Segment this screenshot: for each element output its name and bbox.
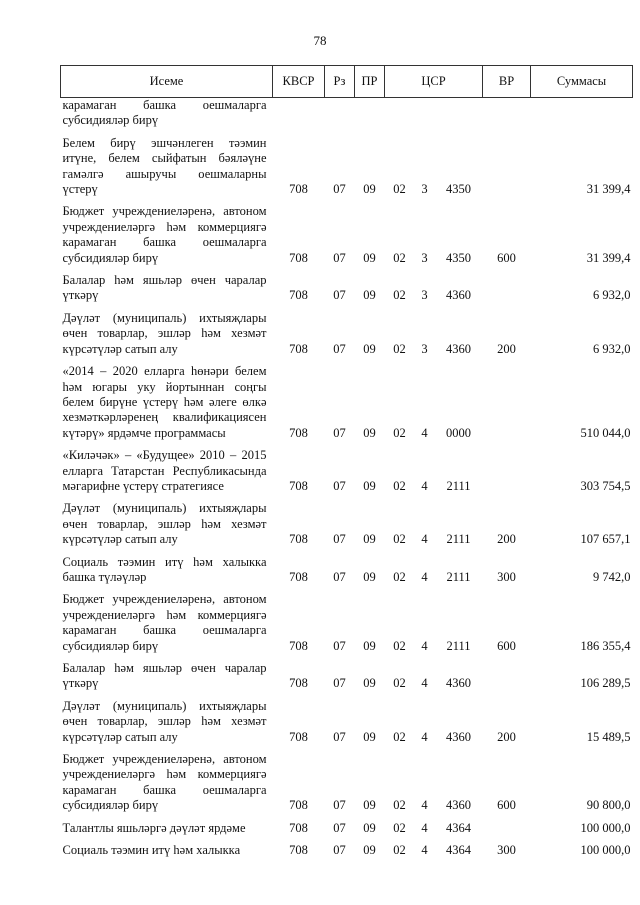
- row-name: Бюджет учреждениеләренә, автоном учреждениеләргә һәм коммерциягә карамаган башка оешмаларга субсидияләр бирү: [62, 592, 267, 653]
- row-spacer: [61, 197, 633, 204]
- row-pr: 09: [363, 798, 376, 813]
- header-sum: Суммасы: [531, 66, 633, 98]
- table-row: [61, 136, 633, 198]
- row-sum: 6 932,0: [593, 288, 631, 303]
- row-csr1: 02: [393, 820, 406, 835]
- row-csr1: 02: [393, 569, 406, 584]
- row-kvsr: 708: [289, 676, 308, 691]
- row-csr1: 02: [393, 341, 406, 356]
- row-csr1: 02: [393, 798, 406, 813]
- row-csr3: 4360: [446, 729, 471, 744]
- row-rz: 07: [333, 425, 346, 440]
- row-csr1: 02: [393, 288, 406, 303]
- row-kvsr: 708: [289, 532, 308, 547]
- row-name: Социаль тәэмин итү һәм халыкка: [62, 843, 241, 858]
- table-row: [61, 661, 633, 692]
- row-csr1: 02: [393, 729, 406, 744]
- row-csr2: 4: [421, 478, 428, 493]
- row-csr2: 4: [421, 798, 428, 813]
- row-vr: 200: [497, 341, 516, 356]
- row-csr1: 02: [393, 676, 406, 691]
- row-rz: 07: [333, 341, 346, 356]
- row-spacer: [61, 548, 633, 555]
- table-row: [61, 555, 633, 586]
- row-rz: 07: [333, 250, 346, 265]
- row-sum: 107 657,1: [580, 532, 631, 547]
- row-pr: 09: [363, 341, 376, 356]
- row-sum: 90 800,0: [586, 798, 631, 813]
- row-pr: 09: [363, 425, 376, 440]
- row-csr1: 02: [393, 425, 406, 440]
- row-kvsr: 708: [289, 182, 308, 197]
- row-csr3: 4350: [446, 182, 471, 197]
- row-rz: 07: [333, 532, 346, 547]
- row-vr: 200: [497, 532, 516, 547]
- row-spacer: [61, 304, 633, 311]
- page-number: 78: [313, 33, 327, 48]
- row-csr2: 4: [421, 425, 428, 440]
- row-name: Дәүләт (муниципаль) ихтыяҗлары өчен товарлар, эшләр һәм хезмәт күрсәтүләр сатып алу: [62, 501, 267, 547]
- row-csr1: 02: [393, 182, 406, 197]
- row-sum: 510 044,0: [580, 425, 631, 440]
- row-vr: [483, 364, 531, 441]
- row-spacer: [61, 692, 633, 699]
- row-csr2: 4: [421, 729, 428, 744]
- row-rz: 07: [333, 638, 346, 653]
- row-rz: 07: [333, 182, 346, 197]
- row-vr: [483, 273, 531, 304]
- row-csr2: 4: [421, 638, 428, 653]
- row-pr: 09: [363, 729, 376, 744]
- row-sum: [531, 98, 633, 129]
- row-pr: 09: [363, 288, 376, 303]
- row-sum: 31 399,4: [586, 250, 631, 265]
- row-csr1: 02: [393, 478, 406, 493]
- row-csr3: 4360: [446, 676, 471, 691]
- row-vr: 200: [497, 729, 516, 744]
- header-name: Исеме: [61, 66, 273, 98]
- row-sum: 100 000,0: [580, 820, 631, 835]
- row-kvsr: 708: [289, 425, 308, 440]
- row-spacer: [61, 745, 633, 752]
- row-csr1: [385, 98, 415, 129]
- row-spacer: [61, 266, 633, 273]
- header-csr: ЦСР: [385, 66, 483, 98]
- row-name: Балалар һәм яшьләр өчен чаралар үткәрү: [62, 661, 267, 691]
- row-csr3: [435, 98, 483, 129]
- row-vr: 600: [497, 798, 516, 813]
- table-row: [61, 448, 633, 494]
- row-kvsr: 708: [289, 569, 308, 584]
- row-pr: 09: [363, 569, 376, 584]
- table-row: [61, 364, 633, 441]
- row-csr3: 4364: [446, 820, 471, 835]
- row-csr2: 3: [421, 288, 428, 303]
- header-rz: Рз: [325, 66, 355, 98]
- table-row: [61, 592, 633, 654]
- row-kvsr: 708: [289, 250, 308, 265]
- row-rz: 07: [333, 843, 346, 858]
- row-csr3: 2111: [446, 569, 471, 584]
- table-header: [61, 66, 633, 98]
- row-name: Дәүләт (муниципаль) ихтыяҗлары өчен товарлар, эшләр һәм хезмәт күрсәтүләр сатып алу: [62, 698, 267, 744]
- row-spacer: [61, 585, 633, 592]
- row-sum: 106 289,5: [580, 676, 631, 691]
- row-csr3: 4350: [446, 250, 471, 265]
- row-csr1: 02: [393, 250, 406, 265]
- row-rz: 07: [333, 729, 346, 744]
- table-row: [61, 273, 633, 304]
- row-sum: 186 355,4: [580, 638, 631, 653]
- budget-table: [60, 65, 633, 858]
- table-row: [61, 501, 633, 547]
- table-row: [61, 311, 633, 357]
- row-spacer: [61, 836, 633, 843]
- row-name: «2014 – 2020 елларга һөнәри белем һәм югары уку йортыннан соңгы белем бирүне үстерү һәм әлеге өлкә хезмәткәрләренең квалификациясен күтәрү» ярдәмче программасы: [62, 364, 267, 440]
- row-vr: [483, 136, 531, 198]
- row-csr1: 02: [393, 638, 406, 653]
- row-pr: 09: [363, 250, 376, 265]
- row-vr: 300: [497, 843, 516, 858]
- row-csr2: 4: [421, 843, 428, 858]
- row-csr3: 4360: [446, 288, 471, 303]
- row-rz: 07: [333, 569, 346, 584]
- row-sum: 9 742,0: [593, 569, 631, 584]
- row-name: Социаль тәэмин итү һәм халыкка башка түләүләр: [62, 554, 267, 584]
- row-vr: [483, 448, 531, 494]
- row-name: Бюджет учреждениеләренә, автоном учреждениеләргә һәм коммерциягә карамаган башка оешмаларга субсидияләр бирү: [62, 752, 267, 813]
- row-sum: 303 754,5: [580, 478, 631, 493]
- header-vr: ВР: [483, 66, 531, 98]
- row-name: Балалар һәм яшьләр өчен чаралар үткәрү: [62, 273, 267, 303]
- row-rz: 07: [333, 478, 346, 493]
- row-csr3: 4364: [446, 843, 471, 858]
- row-name: Дәүләт (муниципаль) ихтыяҗлары өчен товарлар, эшләр һәм хезмәт күрсәтүләр сатып алу: [62, 310, 267, 356]
- row-vr: 600: [497, 250, 516, 265]
- row-rz: 07: [333, 676, 346, 691]
- row-vr: [483, 821, 531, 836]
- row-rz: [325, 98, 355, 129]
- table-row: [61, 821, 633, 836]
- row-csr3: 2111: [446, 478, 471, 493]
- table-row: [61, 843, 633, 858]
- row-csr1: 02: [393, 843, 406, 858]
- table-row: [61, 699, 633, 745]
- row-csr2: 3: [421, 341, 428, 356]
- row-pr: 09: [363, 532, 376, 547]
- row-kvsr: 708: [289, 729, 308, 744]
- row-csr2: 4: [421, 569, 428, 584]
- row-csr2: [415, 98, 435, 129]
- row-csr2: 4: [421, 532, 428, 547]
- row-name: карамаган башка оешмаларга субсидияләр бирү: [62, 98, 267, 128]
- row-pr: 09: [363, 478, 376, 493]
- header-pr: ПР: [355, 66, 385, 98]
- table-row: [61, 98, 633, 129]
- row-spacer: [61, 129, 633, 136]
- row-vr: 300: [497, 569, 516, 584]
- row-spacer: [61, 441, 633, 448]
- row-kvsr: 708: [289, 820, 308, 835]
- header-kvsr: КВСР: [273, 66, 325, 98]
- row-csr2: 4: [421, 676, 428, 691]
- table-body: [61, 98, 633, 859]
- row-csr3: 4360: [446, 798, 471, 813]
- row-spacer: [61, 814, 633, 821]
- row-csr3: 2111: [446, 638, 471, 653]
- row-csr3: 0000: [446, 425, 471, 440]
- row-sum: 100 000,0: [580, 843, 631, 858]
- row-spacer: [61, 654, 633, 661]
- row-pr: [355, 98, 385, 129]
- row-name: Белем бирү эшчәнлеген тәэмин итүне, белем сыйфатын бәяләүне гамәлгә ашыручы оешмаларны үстерү: [62, 135, 267, 197]
- row-sum: 15 489,5: [586, 729, 631, 744]
- row-sum: 31 399,4: [586, 182, 631, 197]
- row-pr: 09: [363, 820, 376, 835]
- row-kvsr: 708: [289, 341, 308, 356]
- row-kvsr: [273, 98, 325, 129]
- row-name: Бюджет учреждениеләренә, автоном учреждениеләргә һәм коммерциягә карамаган башка оешмаларга субсидияләр бирү: [62, 204, 267, 265]
- row-pr: 09: [363, 182, 376, 197]
- row-kvsr: 708: [289, 638, 308, 653]
- row-vr: [483, 661, 531, 692]
- row-kvsr: 708: [289, 843, 308, 858]
- row-vr: [483, 98, 531, 129]
- row-spacer: [61, 494, 633, 501]
- row-pr: 09: [363, 843, 376, 858]
- table-row: [61, 752, 633, 814]
- row-csr2: 3: [421, 250, 428, 265]
- row-spacer: [61, 357, 633, 364]
- table-row: [61, 204, 633, 266]
- row-pr: 09: [363, 676, 376, 691]
- row-name: Талантлы яшьләргә дәүләт ярдәме: [62, 820, 246, 835]
- row-csr2: 4: [421, 820, 428, 835]
- row-csr3: 2111: [446, 532, 471, 547]
- row-kvsr: 708: [289, 288, 308, 303]
- row-rz: 07: [333, 288, 346, 303]
- row-rz: 07: [333, 798, 346, 813]
- row-kvsr: 708: [289, 798, 308, 813]
- row-csr3: 4360: [446, 341, 471, 356]
- row-kvsr: 708: [289, 478, 308, 493]
- row-name: «Киләчәк» – «Будущее» 2010 – 2015 елларга Татарстан Республикасында мәгарифне үстерү стратегиясе: [62, 448, 267, 493]
- row-csr1: 02: [393, 532, 406, 547]
- row-pr: 09: [363, 638, 376, 653]
- row-rz: 07: [333, 820, 346, 835]
- row-csr2: 3: [421, 182, 428, 197]
- row-vr: 600: [497, 638, 516, 653]
- row-sum: 6 932,0: [593, 341, 631, 356]
